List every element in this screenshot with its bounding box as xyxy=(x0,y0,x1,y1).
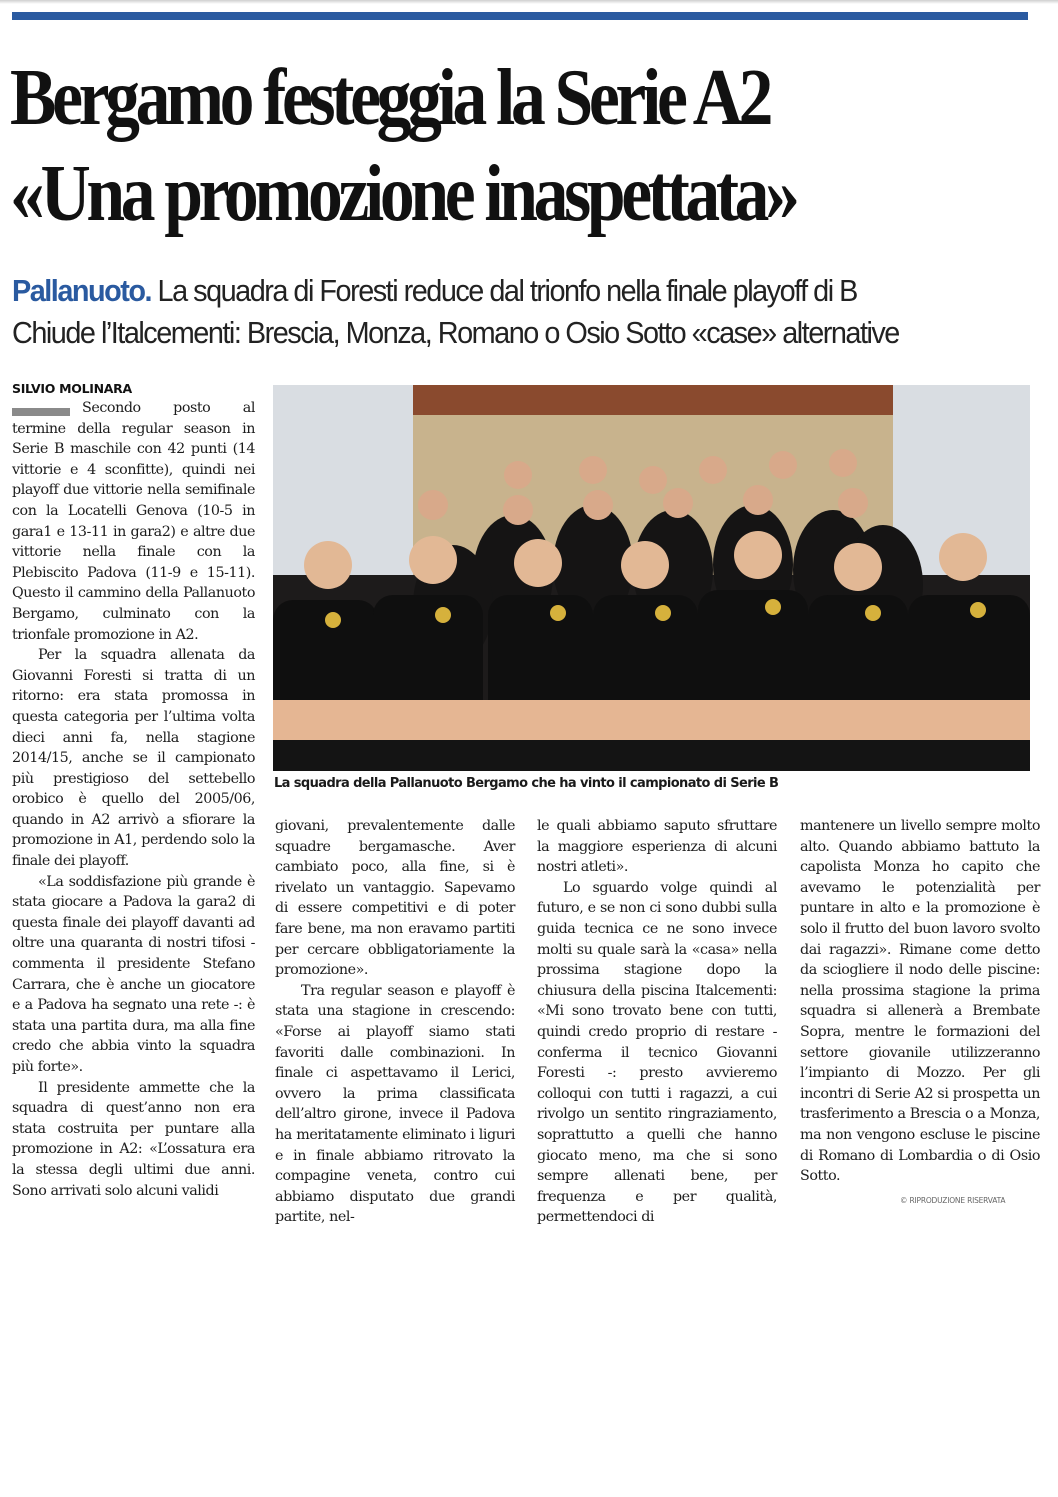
article-column-3 xyxy=(537,816,777,1228)
article-column-1 xyxy=(12,398,255,1201)
paragraph: giovani, prevalentemente dalle squadre bergamasche. Aver cambiato poco, alla fine, si è rivelato un vantaggio. Sapevamo di essere competitivi e di poter fare bene, ma non eravamo partiti per cercare obbligatoriamente la promozione». xyxy=(275,818,515,979)
paragraph: Secondo posto al termine della regular season in Serie B maschile con 42 punti (14 vittorie e 4 sconfitte), quindi nei playoff due vittorie nella semifinale con la Locatelli Genova (10-5 in gara1 e 13-11 in gara2) e altre due vittorie nella finale con la Plebiscito Padova (11-9 e 15-11). Questo il cammino della Pallanuoto Bergamo, culminato con la trionfale promozione in A2. xyxy=(12,400,255,643)
paragraph: Lo sguardo volge quindi al futuro, e se non ci sono dubbi sulla guida tecnica ce ne sono invece molti su quale sarà la «casa» nella prossima stagione dopo la chiusura della piscina Italcementi: «Mi sono trovato bene con tutti, quindi credo proprio di restare - conferma il tecnico Giovanni Foresti -: presto avvieremo colloqui con tutti i ragazzi, a cui rivolgo un sentito ringraziamento, soprattutto a quelli che hanno giocato meno, ma che si sono sempre allenati bene, per frequenza e per qualità, permettendoci di xyxy=(537,879,777,1226)
kicker: Pallanuoto. xyxy=(12,273,152,308)
paragraph: Per la squadra allenata da Giovanni Foresti si tratta di un ritorno: era stata promossa in questa categoria per l’ultima volta dieci anni fa, nella stagione 2014/15, anche se il campionato più prestigioso del settebello orobico è quello del 2005/06, quando in A2 arrivò a sfiorare la promozione in A1, perdendo solo la finale dei playoff. xyxy=(12,647,255,870)
paragraph: le quali abbiamo saputo sfruttare la maggiore esperienza di alcuni nostri atleti». xyxy=(537,818,777,876)
headline-line-1: Bergamo festeggia la Serie A2 xyxy=(10,54,770,142)
page-top-edge xyxy=(0,0,1058,4)
team-photo-illustration xyxy=(273,385,1030,771)
byline: SILVIO MOLINARA xyxy=(12,381,132,396)
subhead-text-1: La squadra di Foresti reduce dal trionfo nella finale playoff di B xyxy=(151,273,857,308)
subhead-line-2: Chiude l’Italcementi: Brescia, Monza, Romano o Osio Sotto «case» alternative xyxy=(12,315,899,350)
copyright-notice: © RIPRODUZIONE RISERVATA xyxy=(900,1196,1006,1205)
paragraph: mantenere un livello sempre molto alto. Quando abbiamo battuto la capolista Monza ho capito che avevamo le potenzialità per puntare in alto e la promozione è solo il frutto del buon lavoro svolto dai ragazzi». Rimane come detto da sciogliere il nodo delle piscine: nella prossima stagione la prima squadra si allenerà a Brembate Sopra, mentre le formazioni del settore giovanile utilizzeranno l’impianto di Mozzo. Per gli incontri di Serie A2 si prospetta un trasferimento a Brescia o a Monza, ma non vengono escluse le piscine di Romano di Lombardia o di Osio Sotto. xyxy=(800,818,1040,1185)
paragraph: Tra regular season e playoff è stata una stagione in crescendo: «Forse ai playoff siamo stati favoriti dalle combinazioni. In finale ci aspettavamo il Lerici, ovvero la prima classificata dell’altro girone, invece il Padova ha meritatamente eliminato i liguri e in finale abbiamo ritrovato la compagine veneta, contro cui abbiamo disputato due grandi partite, nel- xyxy=(275,982,515,1226)
article-column-4 xyxy=(800,816,1040,1187)
article-column-2 xyxy=(275,816,515,1228)
team-photo xyxy=(273,385,1030,771)
subhead-line-1 xyxy=(12,270,979,312)
headline-line-2: «Una promozione inaspettata» xyxy=(10,150,796,238)
paragraph: «La soddisfazione più grande è stata giocare a Padova la gara2 di questa finale dei playoff davanti ad oltre una quaranta di nostri tifosi - commenta il presidente Stefano Carrara, che è anche un giocatore e a Padova ha segnato una rete -: è stata una partita dura, ma alla fine credo che abbia vinto la squadra più forte». xyxy=(12,873,255,1075)
photo-caption: La squadra della Pallanuoto Bergamo che ha vinto il campionato di Serie B xyxy=(274,776,779,791)
paragraph: Il presidente ammette che la squadra di quest’anno non era stata costruita per puntare alla promozione in A2: «L’ossatura era la stessa degli ultimi due anni. Sono arrivati solo alcuni validi xyxy=(12,1079,255,1199)
section-rule xyxy=(12,12,1028,20)
headline xyxy=(10,50,915,242)
subheadline xyxy=(12,270,979,354)
